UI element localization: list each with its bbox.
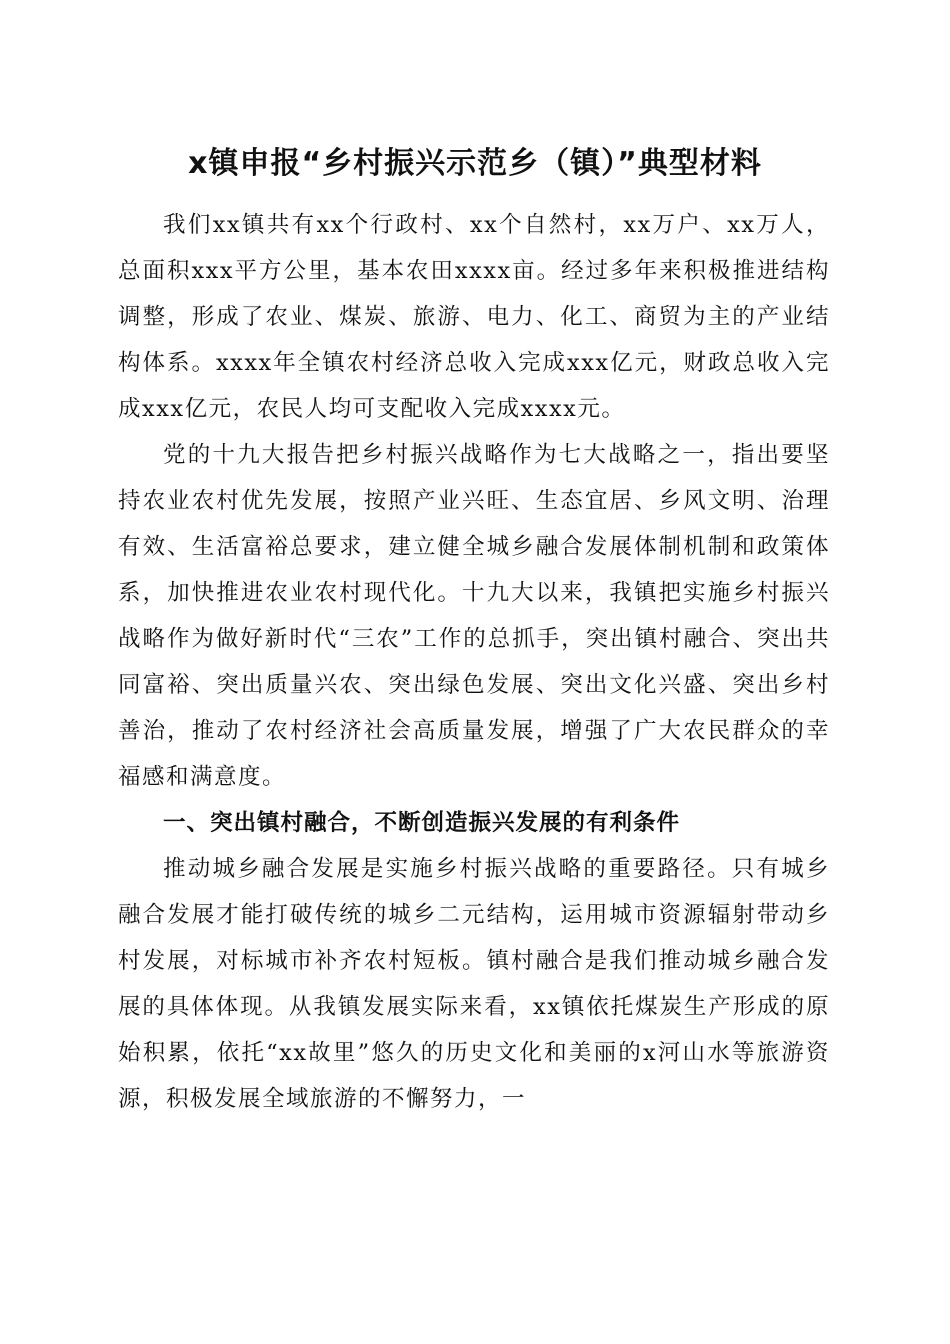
paragraph-section-1: 推动城乡融合发展是实施乡村振兴战略的重要路径。只有城乡融合发展才能打破传统的城乡二元结构，运用城市资源辐射带动乡村发展，对标城市补齐农村短板。镇村融合是我们推动城乡融合发展的具体体现。从我镇发展实际来看，xx镇依托煤炭生产形成的原始积累，依托“xx故里”悠久的历史文化和美丽的x河山水等旅游资源，积极发展全域旅游的不懈努力，一 bbox=[118, 856, 830, 1112]
document-title: x镇申报“乡村振兴示范乡（镇）”典型材料 bbox=[188, 146, 762, 181]
document-body bbox=[118, 202, 830, 1122]
section-heading-1: 一、突出镇村融合，不断创造振兴发展的有利条件 bbox=[163, 810, 681, 836]
paragraph-strategy: 党的十九大报告把乡村振兴战略作为七大战略之一，指出要坚持农业农村优先发展，按照产业兴旺、生态宜居、乡风文明、治理有效、生活富裕总要求，建立健全城乡融合发展体制机制和政策体系，加快推进农业农村现代化。十九大以来，我镇把实施乡村振兴战略作为做好新时代“三农”工作的总抓手，突出镇村融合、突出共同富裕、突出质量兴农、突出绿色发展、突出文化兴盛、突出乡村善治，推动了农村经济社会高质量发展，增强了广大农民群众的幸福感和满意度。 bbox=[118, 442, 830, 790]
paragraph-overview: 我们xx镇共有xx个行政村、xx个自然村，xx万户、xx万人，总面积xxx平方公里，基本农田xxxx亩。经过多年来积极推进结构调整，形成了农业、煤炭、旅游、电力、化工、商贸为主的产业结构体系。xxxx年全镇农村经济总收入完成xxx亿元，财政总收入完成xxx亿元，农民人均可支配收入完成xxxx元。 bbox=[118, 212, 830, 422]
